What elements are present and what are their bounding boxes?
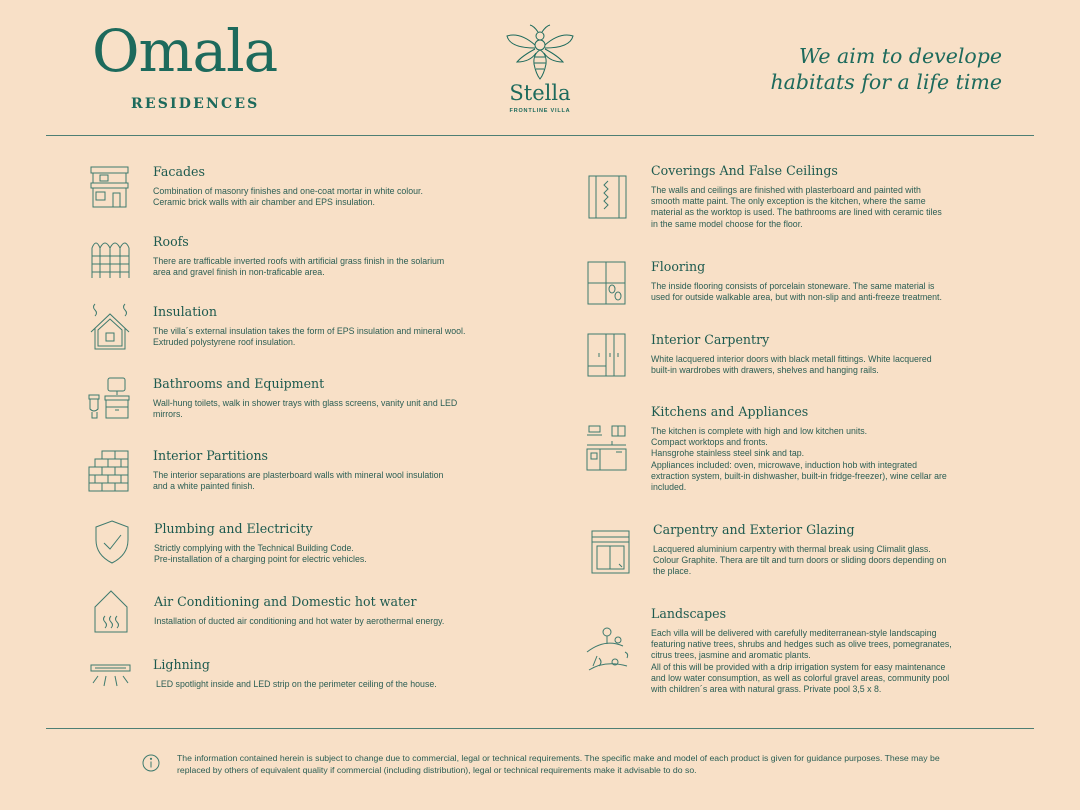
item-description: There are trafficable inverted roofs with artificial grass finish in the solarium area and gravel finish in non-traficable area.	[153, 256, 445, 278]
item-air-conditioning	[154, 594, 514, 627]
wardrobe-icon	[587, 333, 627, 377]
item-landscapes	[651, 606, 1031, 695]
item-title: Coverings And False Ceilings	[651, 163, 838, 178]
heating-house-icon	[93, 589, 129, 633]
item-description: Combination of masonry finishes and one-coat mortar in white colour. Ceramic brick walls with air chamber and EPS insulation.	[153, 186, 423, 208]
item-description: Strictly complying with the Technical Building Code. Pre-installation of a charging point for electric vehicles.	[154, 543, 367, 565]
insulated-house-icon	[89, 300, 131, 350]
item-description: The inside flooring consists of porcelain stoneware. The same material is used for outside walkable area, but with non-slip and anti-freeze treatment.	[651, 281, 942, 303]
item-title: Kitchens and Appliances	[651, 404, 809, 419]
item-description: Lacquered aluminium carpentry with thermal break using Climalit glass. Colour Graphite. Thera are tilt and turn doors or sliding doors depending on the place.	[653, 544, 947, 577]
item-title: Facades	[153, 164, 205, 179]
floor-tiles-icon	[587, 261, 627, 305]
item-title: Landscapes	[651, 606, 727, 621]
item-description: Each villa will be delivered with carefully mediterranean-style landscaping featuring native trees, shrubs and hedges such as olive trees, pomegranates, citrus trees, jasmine and aromatic plants. All of this will be provided with a drip irrigation system for easy maintenance and low water consumption, as well as colorful gravel areas, community pool with children´s area with natural grass. Private pool 3,5 x 8.	[651, 628, 952, 695]
tagline	[682, 43, 1002, 95]
item-flooring	[651, 259, 1031, 303]
item-title: Insulation	[153, 304, 217, 319]
header-divider	[46, 135, 1034, 136]
item-interior-carpentry	[651, 332, 1031, 376]
item-description: The villa´s external insulation takes the form of EPS insulation and mineral wool. Extruded polystyrene roof insulation.	[153, 326, 466, 348]
landscape-icon	[585, 626, 631, 674]
stella-subtitle: FRONTLINE VILLA	[509, 108, 571, 114]
item-roofs	[153, 234, 513, 278]
residences-wordmark: RESIDENCES	[131, 96, 260, 112]
item-title: Roofs	[153, 234, 189, 249]
tagline-line-1: We aim to develope	[799, 44, 1002, 68]
item-carpentry-and-exterior-glazing	[653, 522, 1033, 578]
bee-icon	[504, 24, 576, 80]
bathroom-icon	[88, 377, 130, 421]
tagline-line-2: habitats for a life time	[770, 70, 1002, 94]
kitchen-icon	[586, 425, 628, 471]
item-title: Carpentry and Exterior Glazing	[653, 522, 855, 537]
item-description: The walls and ceilings are finished with plasterboard and painted with smooth matte paint. The only exception is the kitchen, where the same material as the worktop is used. The bathrooms are lined with ceramic tiles in the same model choose for the floor.	[651, 185, 942, 229]
item-insulation	[153, 304, 513, 348]
brick-wall-icon	[88, 450, 130, 492]
item-description: Installation of ducted air conditioning and hot water by aerothermal energy.	[154, 616, 445, 626]
item-description: LED spotlight inside and LED strip on the perimeter ceiling of the house.	[156, 679, 437, 689]
item-title: Lighning	[153, 657, 210, 672]
shield-check-icon	[94, 520, 130, 564]
wall-panel-icon	[588, 175, 628, 219]
omala-logo: Omala	[92, 17, 278, 85]
item-plumbing-and-electricity	[154, 521, 514, 565]
disclaimer-text: The information contained herein is subject to change due to commercial, legal or technical requirements. The specific make and model of each product is given for guidance purposes. These may be replaced by others of equivalent quality if commercial (including distribution), legal or technical requirements make it advisable to do so.	[177, 753, 940, 775]
item-description: Wall-hung toilets, walk in shower trays with glass screens, vanity unit and LED mirrors.	[153, 398, 458, 420]
item-title: Flooring	[651, 259, 706, 274]
item-description: White lacquered interior doors with black metall fittings. White lacquered built-in wardrobes with drawers, shelves and hanging rails.	[651, 354, 932, 376]
item-title: Air Conditioning and Domestic hot water	[154, 594, 417, 609]
window-icon	[591, 530, 631, 574]
item-coverings-and-false-ceilings	[651, 163, 1031, 230]
item-bathrooms-and-equipment	[153, 376, 513, 420]
item-kitchens-and-appliances	[651, 404, 1031, 493]
item-title: Interior Partitions	[153, 448, 269, 463]
info-icon	[142, 754, 160, 772]
item-title: Bathrooms and Equipment	[153, 376, 325, 391]
item-interior-partitions	[153, 448, 513, 492]
item-description: The interior separations are plasterboard walls with mineral wool insulation and a white painted finish.	[153, 470, 444, 492]
led-light-icon	[90, 664, 132, 688]
item-facades	[153, 164, 513, 208]
item-description: The kitchen is complete with high and low kitchen units. Compact worktops and fronts. Hansgrohe stainless steel sink and tap. Appliances included: oven, microwave, induction hob with integrated extraction system, built-in dishwasher, built-in fridge-freezer), wine cellar are included.	[651, 426, 947, 493]
house-facade-icon	[90, 166, 130, 208]
roof-tiles-icon	[90, 236, 130, 280]
item-title: Interior Carpentry	[651, 332, 770, 347]
footer-divider	[46, 728, 1034, 729]
stella-logo: Stella	[509, 81, 571, 105]
item-lighning	[153, 657, 513, 690]
item-title: Plumbing and Electricity	[154, 521, 313, 536]
